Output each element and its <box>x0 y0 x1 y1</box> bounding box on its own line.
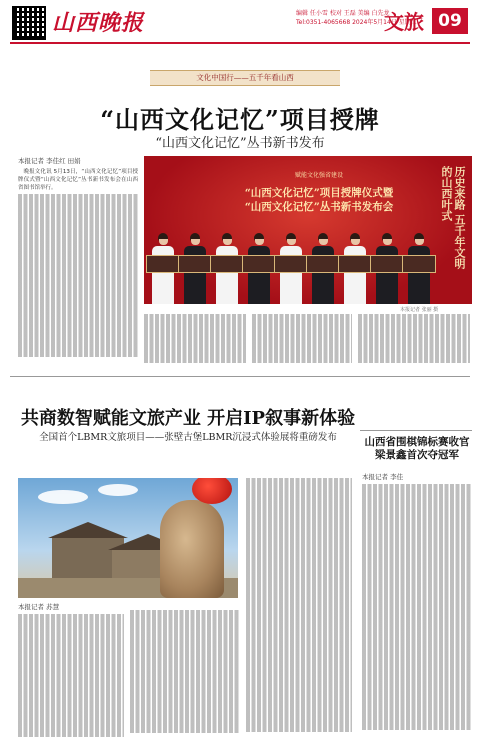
section-name: 文旅 <box>384 10 424 34</box>
article2-subtitle: 全国首个LBMR文旅项目——张壁古堡LBMR沉浸式体验展将重磅发布 <box>39 432 337 443</box>
photo-top-text: 赋能文化强省建设 <box>294 172 343 179</box>
article1-column-3 <box>252 314 352 370</box>
qr-code[interactable] <box>12 6 46 40</box>
right-column-rule <box>360 430 472 431</box>
article1-column-1 <box>18 168 138 368</box>
person-figure <box>248 233 270 304</box>
person-figure <box>344 233 366 304</box>
header-date: Tel:0351-4065668 2024年5月14日 星期二 <box>296 19 417 26</box>
person-figure <box>280 233 302 304</box>
page-number: 09 <box>432 8 468 34</box>
article1-byline: 本报记者 李佳红 田娟 <box>18 157 81 165</box>
person-figure <box>216 233 238 304</box>
article3-title[interactable]: 山西省围棋锦标赛收官 梁景鑫首次夺冠军 <box>364 436 470 461</box>
header-rule <box>10 42 470 44</box>
article1-column-2 <box>144 314 246 370</box>
article1-title[interactable]: “山西文化记忆”项目授牌 <box>100 105 380 134</box>
photo-banner-line-2: “山西文化记忆”丛书新书发布会 <box>244 201 394 213</box>
photo-banner-text <box>214 186 424 214</box>
person-figure <box>184 233 206 304</box>
article2-title[interactable]: 共商数智赋能文旅产业 开启IP叙事新体验 <box>20 408 356 429</box>
article1-lead: 晚报文化讯 5月13日，“山西文化记忆”项目授牌仪式暨“山西文化记忆”丛书新书发布会在山西省图书馆举行。 <box>18 169 138 192</box>
person-figure <box>376 233 398 304</box>
photo-side-text: 历史来路 五千年文明的山西叶式 <box>440 166 466 269</box>
article1-subtitle: “山西文化记忆”丛书新书发布 <box>155 136 325 151</box>
ceremony-photo[interactable] <box>144 156 472 304</box>
article3-column <box>362 484 472 738</box>
person-figure <box>408 233 430 304</box>
ancient-castle-photo[interactable] <box>18 478 238 598</box>
article3-byline: 本报记者 李佳 <box>362 473 404 481</box>
column-banner: 文化中国行——五千年看山西 <box>150 70 340 86</box>
person-figure <box>152 233 174 304</box>
header-editors: 编辑 任小雪 校对 王磊 美编 白先龙 <box>296 10 390 17</box>
newspaper-logo: 山西晚报 <box>52 10 145 36</box>
photo-banner-line-1: “山西文化记忆”项目授牌仪式暨 <box>244 187 394 199</box>
article2-column-3 <box>246 478 352 738</box>
article2-byline: 本报记者 苏慧 <box>18 603 60 611</box>
photo-caption: 本报记者 张丽 摄 <box>400 307 439 313</box>
lion-statue <box>160 500 224 598</box>
person-figure <box>312 233 334 304</box>
article1-column-4 <box>358 314 470 370</box>
section-divider <box>10 376 470 377</box>
article2-column-2 <box>130 610 240 738</box>
page-header <box>0 0 480 46</box>
article2-column-1 <box>18 614 124 738</box>
